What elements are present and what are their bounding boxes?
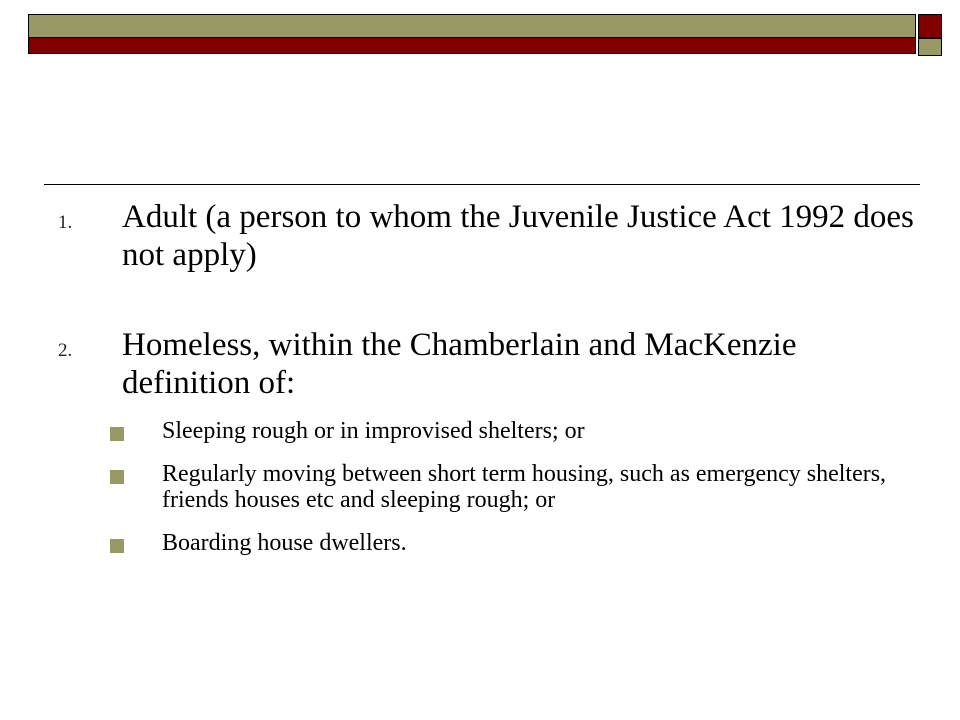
maroon-stripe [28, 38, 916, 54]
square-bullet-icon [110, 427, 124, 441]
sub-bullet-item [58, 418, 918, 444]
item-number: 2. [58, 340, 73, 361]
numbered-item-1 [58, 198, 918, 274]
corner-square-maroon [918, 14, 942, 38]
olive-stripe [28, 14, 916, 38]
sub-bullet-item [58, 461, 918, 513]
title-divider [44, 184, 920, 185]
bullet-text: Sleeping rough or in improvised shelters; or [162, 418, 585, 444]
bullet-text: Boarding house dwellers. [162, 530, 407, 556]
item-number: 1. [58, 212, 73, 233]
square-bullet-icon [110, 539, 124, 553]
numbered-item-2 [58, 326, 918, 402]
sub-bullet-list [58, 418, 918, 556]
bullet-text: Regularly moving between short term housing, such as emergency shelters, friends houses etc and sleeping rough; or [162, 461, 887, 513]
slide-content [58, 198, 918, 573]
sub-bullet-item [58, 530, 918, 556]
decorative-top-bar [28, 14, 916, 54]
square-bullet-icon [110, 470, 124, 484]
item-text: Homeless, within the Chamberlain and MacKenzie definition of: [122, 327, 797, 401]
corner-square-olive [918, 38, 942, 56]
item-text: Adult (a person to whom the Juvenile Justice Act 1992 does not apply) [122, 199, 914, 273]
